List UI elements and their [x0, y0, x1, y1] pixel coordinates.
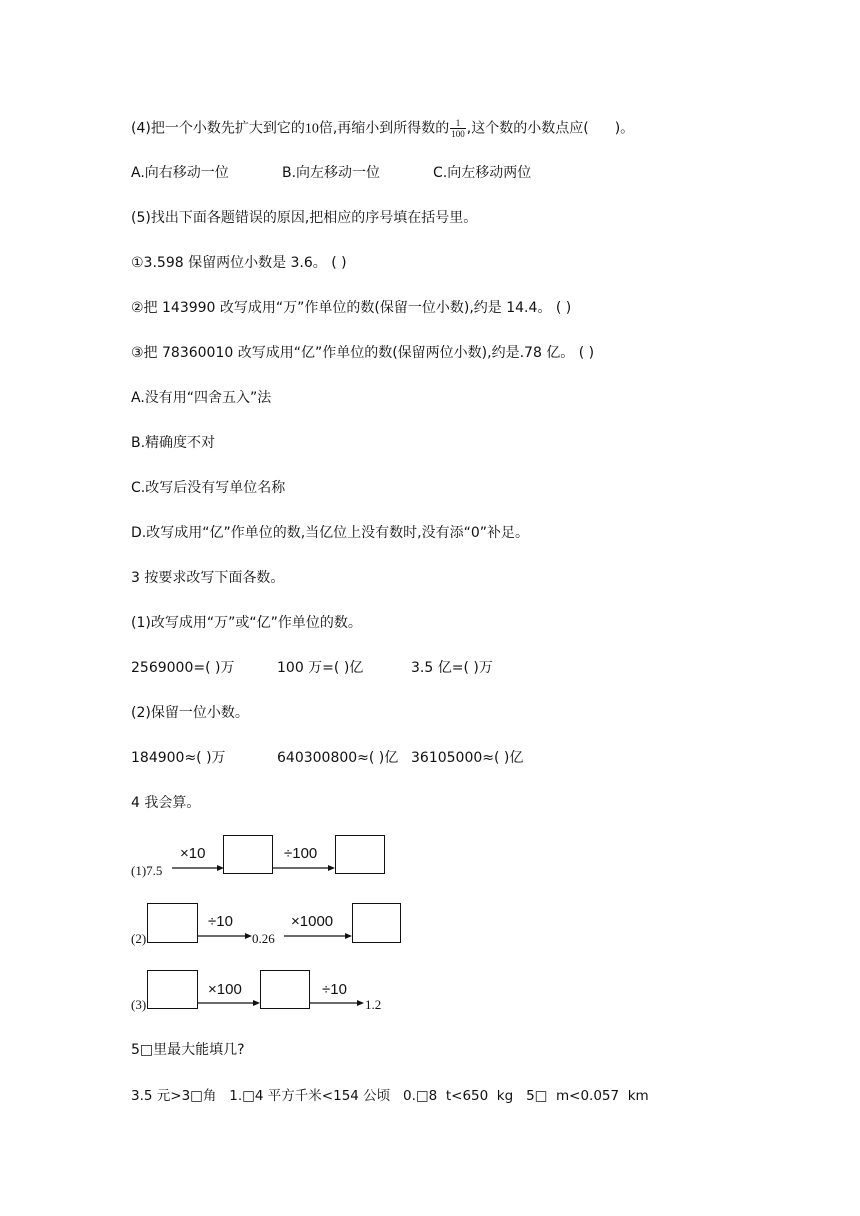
option-a: A.向右移动一位	[131, 165, 229, 181]
section-3-title: 3 按要求改写下面各数。	[131, 570, 285, 586]
option-b: B.向左移动一位	[282, 165, 381, 181]
fill-item: 36105000≈( )亿	[411, 750, 524, 766]
answer-box[interactable]	[147, 903, 198, 943]
q5-stem: (5)找出下面各题错误的原因,把相应的序号填在括号里。	[131, 210, 478, 226]
arrow-icon	[172, 860, 224, 876]
reason-b: B.精确度不对	[131, 435, 216, 451]
reason-a: A.没有用“四舍五入”法	[131, 390, 272, 406]
answer-box[interactable]	[352, 903, 401, 943]
arrow-icon	[310, 995, 364, 1011]
reason-c: C.改写后没有写单位名称	[131, 480, 286, 496]
arrow-icon	[198, 928, 252, 944]
answer-box[interactable]	[335, 835, 385, 874]
row-2-op-1: ÷10	[208, 913, 233, 930]
fill-item: 2569000=( )万	[131, 660, 235, 676]
section-5-line: 3.5 元>3□角 1.□4 平方千米<154 公顷 0.□8 t<650 kg 5□ m<0.057 km	[131, 1088, 649, 1104]
answer-box[interactable]	[223, 835, 273, 874]
answer-box[interactable]	[260, 970, 310, 1009]
fill-item: 184900≈( )万	[131, 750, 226, 766]
option-c: C.向左移动两位	[433, 165, 532, 181]
row-1-op-1: ×10	[180, 845, 206, 862]
q5-item-2: ②把 143990 改写成用“万”作单位的数(保留一位小数),约是 14.4。 ( )	[131, 300, 572, 316]
reason-d: D.改写成用“亿”作单位的数,当亿位上没有数时,没有添“0”补足。	[131, 525, 530, 541]
row-1-label: (1)7.5	[131, 863, 163, 878]
section-3-part-2-items	[131, 748, 523, 768]
row-3-op-1: ×100	[208, 981, 242, 998]
row-2-op-2: ×1000	[291, 913, 334, 930]
row-3-op-2: ÷10	[322, 981, 347, 998]
q5-item-3: ③把 78360010 改写成用“亿”作单位的数(保留两位小数),约是.78 亿。 ( )	[131, 345, 595, 361]
section-5-title: 5□里最大能填几?	[131, 1042, 245, 1058]
arrow-icon	[198, 995, 260, 1011]
fill-item: 640300800≈( )亿	[277, 750, 399, 766]
row-2-label: (2)	[131, 931, 147, 946]
arrow-icon	[284, 928, 352, 944]
q5-item-1: ①3.598 保留两位小数是 3.6。 ( )	[131, 255, 347, 271]
row-2-middle-value: 0.26	[252, 931, 275, 946]
row-3-label: (3)	[131, 997, 147, 1012]
section-3-part-2: (2)保留一位小数。	[131, 705, 249, 721]
section-3-part-1: (1)改写成用“万”或“亿”作单位的数。	[131, 615, 362, 631]
q4-options	[131, 163, 531, 183]
section-3-part-1-items	[131, 658, 493, 678]
fill-item: 100 万=( )亿	[277, 660, 364, 676]
arrow-icon	[273, 860, 335, 876]
fill-item: 3.5 亿=( )万	[411, 660, 493, 676]
answer-box[interactable]	[147, 970, 198, 1009]
row-3-end-value: 1.2	[365, 997, 382, 1012]
q4-stem: (4)把一个小数先扩大到它的10倍,再缩小到所得数的 $\frac{1}{100}$ ,这个数的小数点应( )。	[131, 118, 635, 139]
section-4-title: 4 我会算。	[131, 795, 201, 811]
row-1-op-2: ÷100	[284, 845, 318, 862]
fraction: $\frac{1}{100}$	[451, 118, 465, 139]
